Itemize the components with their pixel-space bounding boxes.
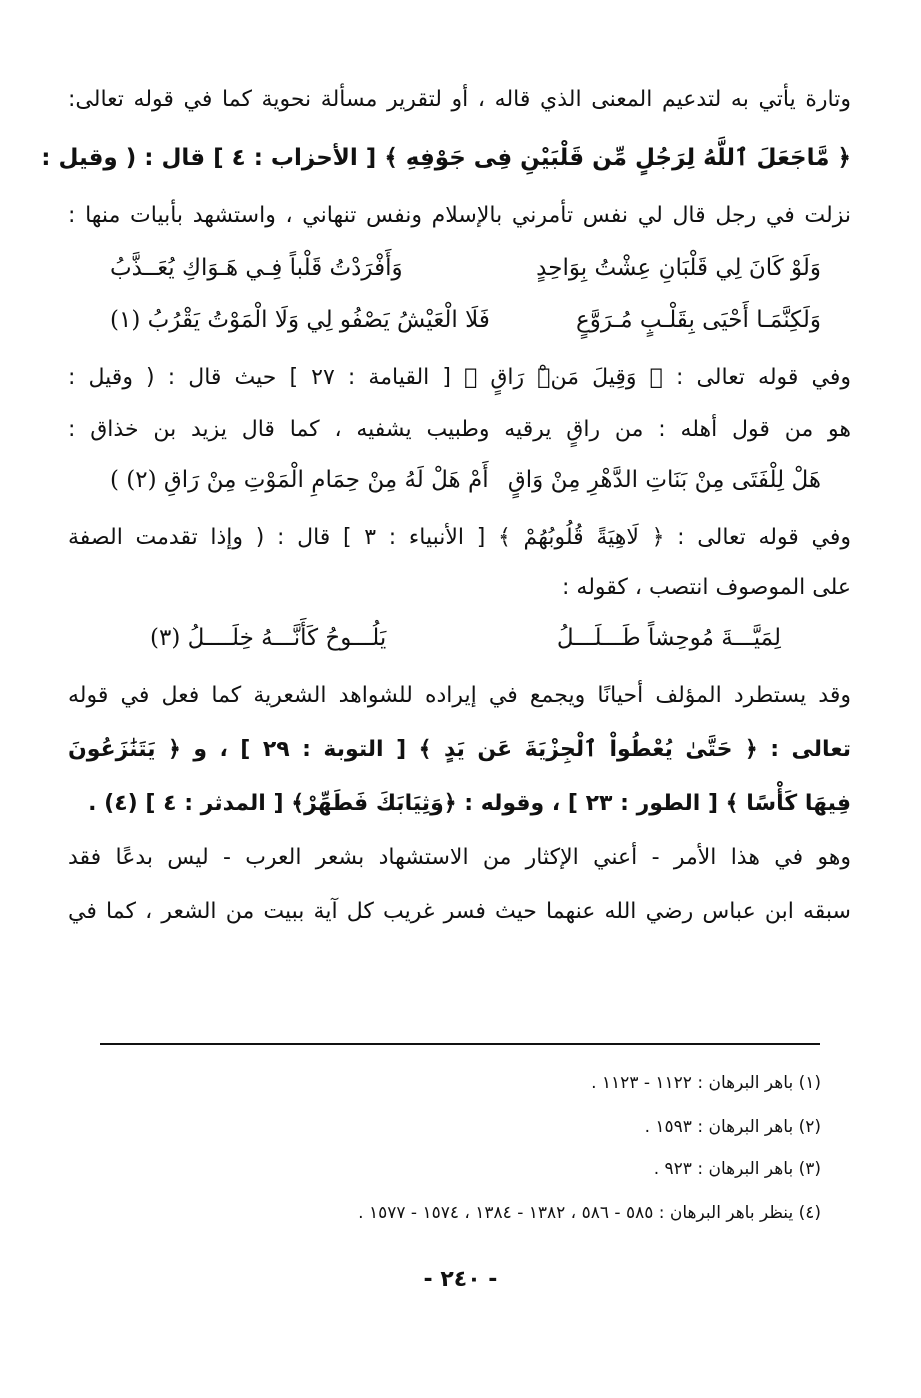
body-line-8: وقد يستطرد المؤلف أحيانًا ويجمع في إيراده للشواهد الشعرية كما فعل في قوله xyxy=(68,683,851,708)
body-line-12: سبقه ابن عباس رضي الله عنهما حيث فسر غريب كل آية ببيت من الشعر ، كما في xyxy=(68,899,851,924)
verse-4-second-hemistich: يَلُـــوحُ كَأَنَّـــهُ خِلَــــلُ (٣) xyxy=(150,625,387,651)
body-line-4: وفي قوله تعالى : ﴿ وَقِيلَ مَنْۜ رَاقٍ ﴾ [ القيامة : ٢٧ ] حيث قال : ( وقيل : xyxy=(68,365,851,390)
footnote-3: (٣) باهر البرهان : ٩٢٣ . xyxy=(653,1159,821,1179)
verse-4-first-hemistich: لِمَيَّـــةَ مُوحِشاً طَـــلَـــلُ xyxy=(556,625,781,651)
body-line-9: تعالى : ﴿ حَتَّىٰ يُعْطُواْ ٱلْجِزْيَةَ عَن يَدٍ ﴾ [ التوبة : ٢٩ ] ، و ﴿ يَتَنَٰزَعُونَ xyxy=(68,737,851,762)
verse-1-second-hemistich: وَأَفْرَدْتُ قَلْباً فِـي هَـوَاكِ يُعَــذَّبُ xyxy=(110,255,403,281)
verse-2-second-hemistich: فَلَا الْعَيْشُ يَصْفُو لِي وَلَا الْمَوْتُ يَقْرُبُ (١) xyxy=(110,307,490,333)
verse-2 xyxy=(110,300,821,340)
verse-3 xyxy=(110,460,821,500)
body-line-3: نزلت في رجل قال لي نفس تأمرني بالإسلام ونفس تنهاني ، واستشهد بأبيات منها : xyxy=(68,203,851,228)
footnote-2: (٢) باهر البرهان : ١٥٩٣ . xyxy=(644,1117,821,1137)
verse-3-first-hemistich: هَلْ لِلْفَتَى مِنْ بَنَاتِ الدَّهْرِ مِنْ وَاقٍ xyxy=(507,467,821,493)
verse-3-second-hemistich: أَمْ هَلْ لَهُ مِنْ حِمَامِ الْمَوْتِ مِنْ رَاقِ (٢) ) xyxy=(110,467,489,493)
body-line-7: على الموصوف انتصب ، كقوله : xyxy=(562,575,851,600)
body-line-2-quran: ﴿ مَّاجَعَلَ ٱللَّهُ لِرَجُلٍ مِّن قَلْبَيْنِ فِى جَوْفِهِ ﴾ [ الأحزاب : ٤ ] قال : ( وقيل : xyxy=(41,145,851,171)
body-line-10: فِيهَا كَأْسًا ﴾ [ الطور : ٢٣ ] ، وقوله : ﴿وَثِيَابَكَ فَطَهِّرْ﴾ [ المدثر : ٤ ] (٤) . xyxy=(88,791,851,816)
footnote-1: (١) باهر البرهان : ١١٢٢ - ١١٢٣ . xyxy=(591,1073,821,1093)
page-number: - ٢٤٠ - xyxy=(423,1267,498,1292)
body-line-6: وفي قوله تعالى : ﴿ لَاهِيَةً قُلُوبُهُمْ ﴾ [ الأنبياء : ٣ ] قال : ( وإذا تقدمت الصفة xyxy=(68,525,851,550)
verse-1-first-hemistich: وَلَوْ كَانَ لِي قَلْبَانِ عِشْتُ بِوَاحِدٍ xyxy=(536,255,821,281)
footnote-separator xyxy=(100,1043,820,1045)
footnote-4: (٤) ينظر باهر البرهان : ٥٨٥ - ٥٨٦ ، ١٣٨٢ - ١٣٨٤ ، ١٥٧٤ - ١٥٧٧ . xyxy=(358,1203,821,1223)
verse-1 xyxy=(110,248,821,288)
body-line-11: وهو في هذا الأمر - أعني الإكثار من الاستشهاد بشعر العرب - ليس بدعًا فقد xyxy=(68,845,851,870)
body-line-1: وتارة يأتي به لتدعيم المعنى الذي قاله ، أو لتقرير مسألة نحوية كما في قوله تعالى: xyxy=(68,87,851,112)
verse-2-first-hemistich: وَلَكِنَّمَـا أَحْيَى بِقَلْـبٍ مُـرَوَّعٍ xyxy=(575,307,821,333)
verse-4 xyxy=(150,618,781,658)
body-line-5: هو من قول أهله : من راقٍ يرقيه وطبيب يشفيه ، كما قال يزيد بن خذاق : xyxy=(68,417,851,442)
